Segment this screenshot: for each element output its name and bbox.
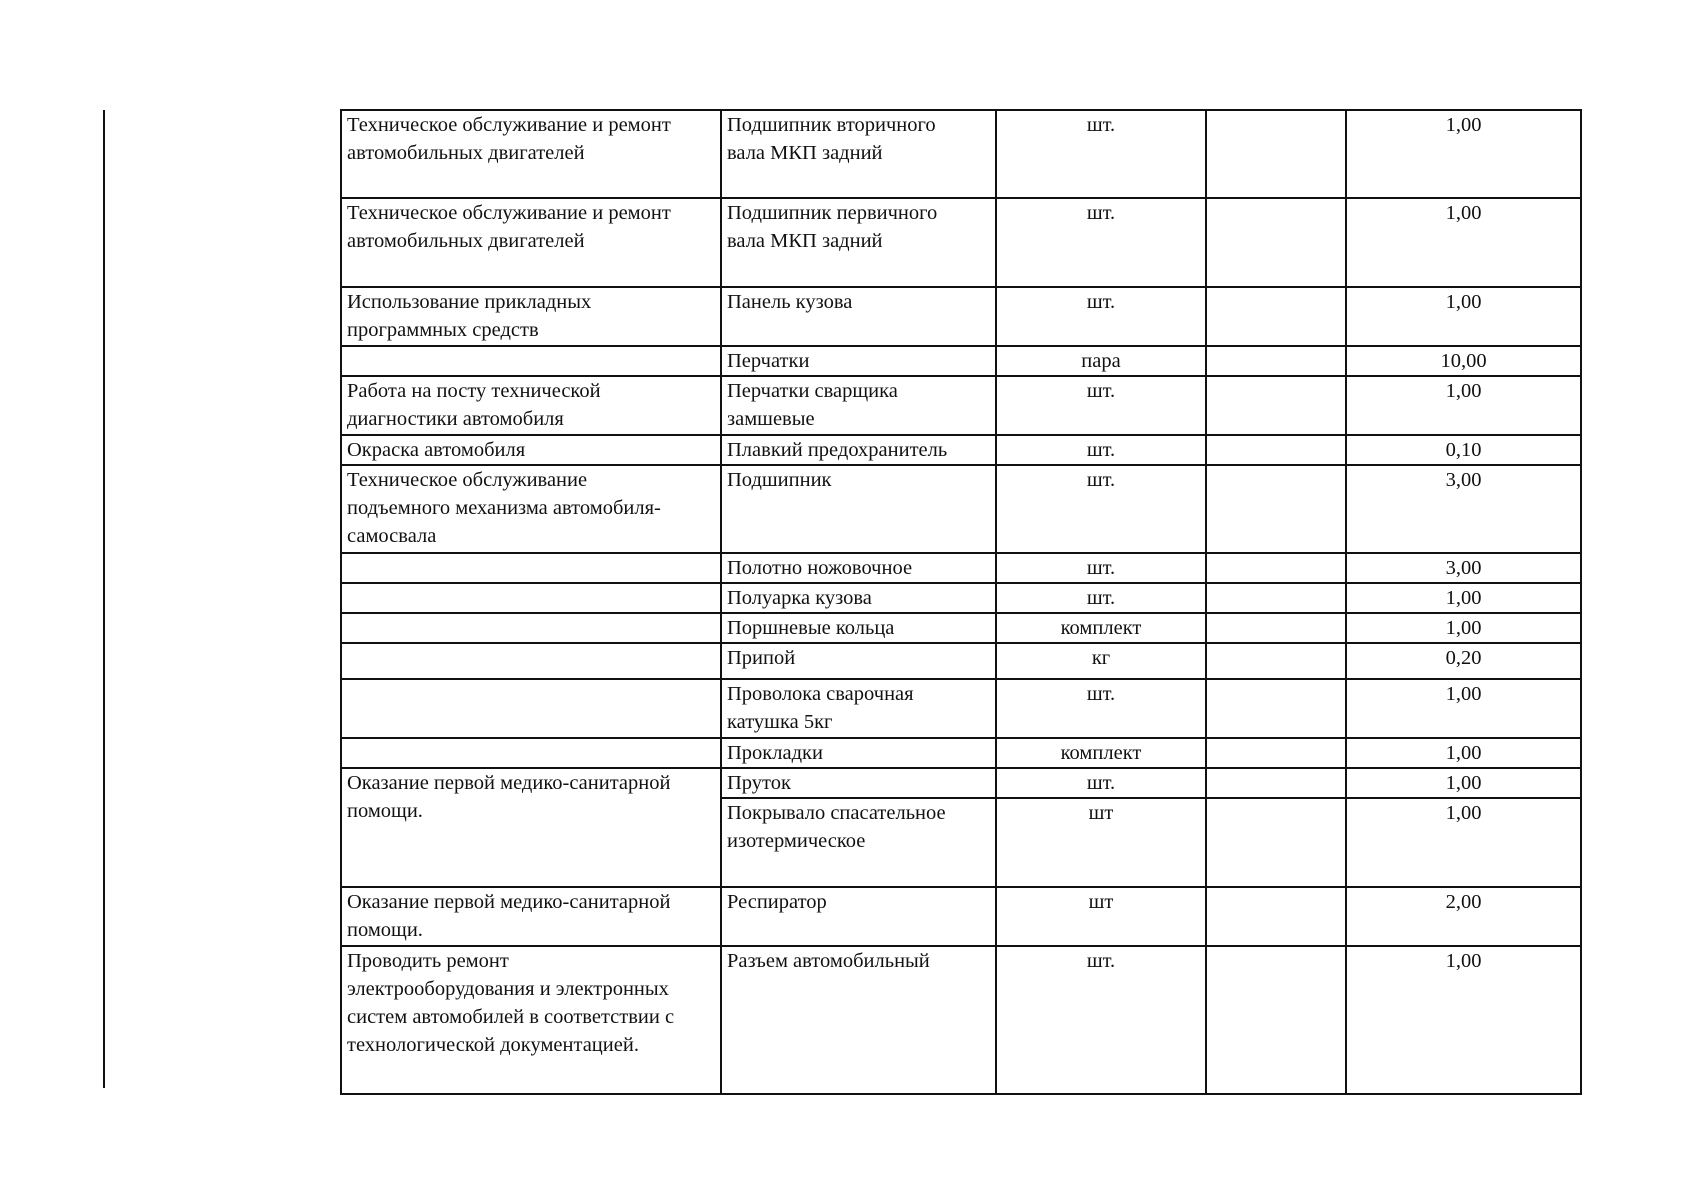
empty-cell [1206,346,1346,376]
quantity-cell: 1,00 [1346,110,1581,198]
empty-cell [1206,887,1346,946]
empty-cell [1206,946,1346,1094]
materials-table [340,109,1582,1095]
empty-cell [1206,768,1346,798]
table-row [341,738,1581,768]
item-name-cell: Покрывало спасательное изотермическое [721,798,996,887]
competency-cell: Проводить ремонт электрооборудования и электронных систем автомобилей в соответствии с технологической документацией. [341,946,721,1094]
competency-cell [341,679,721,738]
item-name-cell: Респиратор [721,887,996,946]
unit-cell: шт. [996,465,1206,553]
table-row [341,465,1581,553]
competency-cell [341,553,721,583]
item-name-cell: Разъем автомобильный [721,946,996,1094]
unit-cell: шт [996,798,1206,887]
quantity-cell: 1,00 [1346,946,1581,1094]
table-row [341,287,1581,346]
quantity-cell: 0,10 [1346,435,1581,465]
unit-cell: шт. [996,287,1206,346]
table-row [341,887,1581,946]
competency-cell: Техническое обслуживание и ремонт автомобильных двигателей [341,198,721,287]
table-row [341,643,1581,679]
empty-cell [1206,613,1346,643]
unit-cell: кг [996,643,1206,679]
unit-cell: шт. [996,946,1206,1094]
unit-cell: комплект [996,613,1206,643]
empty-cell [1206,643,1346,679]
table-row [341,679,1581,738]
competency-cell [341,583,721,613]
competency-cell: Оказание первой медико-санитарной помощи. [341,887,721,946]
item-name-cell: Плавкий предохранитель [721,435,996,465]
quantity-cell: 1,00 [1346,287,1581,346]
competency-cell: Использование прикладных программных средств [341,287,721,346]
unit-cell: шт. [996,198,1206,287]
unit-cell: комплект [996,738,1206,768]
table-row [341,946,1581,1094]
item-name-cell: Перчатки сварщика замшевые [721,376,996,435]
quantity-cell: 1,00 [1346,583,1581,613]
unit-cell: шт. [996,435,1206,465]
empty-cell [1206,198,1346,287]
empty-cell [1206,376,1346,435]
competency-cell [341,613,721,643]
quantity-cell: 0,20 [1346,643,1581,679]
unit-cell: шт. [996,110,1206,198]
empty-cell [1206,583,1346,613]
competency-cell [341,346,721,376]
item-name-cell: Подшипник первичного вала МКП задний [721,198,996,287]
table-row [341,376,1581,435]
quantity-cell: 1,00 [1346,376,1581,435]
item-name-cell: Подшипник [721,465,996,553]
item-name-cell: Поршневые кольца [721,613,996,643]
item-name-cell: Подшипник вторичного вала МКП задний [721,110,996,198]
item-name-cell: Прокладки [721,738,996,768]
empty-cell [1206,798,1346,887]
unit-cell: шт. [996,553,1206,583]
table-row [341,583,1581,613]
competency-cell [341,738,721,768]
competency-cell [341,643,721,679]
competency-cell: Окраска автомобиля [341,435,721,465]
table-row [341,613,1581,643]
table-row [341,110,1581,198]
unit-cell: шт. [996,583,1206,613]
quantity-cell: 1,00 [1346,738,1581,768]
quantity-cell: 3,00 [1346,553,1581,583]
item-name-cell: Пруток [721,768,996,798]
quantity-cell: 1,00 [1346,198,1581,287]
empty-cell [1206,110,1346,198]
quantity-cell: 2,00 [1346,887,1581,946]
competency-cell: Оказание первой медико-санитарной помощи. [341,768,721,887]
item-name-cell: Припой [721,643,996,679]
empty-cell [1206,679,1346,738]
unit-cell: пара [996,346,1206,376]
table-row [341,435,1581,465]
item-name-cell: Полотно ножовочное [721,553,996,583]
page-margin-line [103,110,105,1088]
empty-cell [1206,553,1346,583]
item-name-cell: Проволока сварочная катушка 5кг [721,679,996,738]
quantity-cell: 1,00 [1346,679,1581,738]
quantity-cell: 1,00 [1346,798,1581,887]
empty-cell [1206,435,1346,465]
unit-cell: шт. [996,679,1206,738]
item-name-cell: Панель кузова [721,287,996,346]
quantity-cell: 1,00 [1346,613,1581,643]
unit-cell: шт. [996,376,1206,435]
empty-cell [1206,287,1346,346]
competency-cell: Техническое обслуживание и ремонт автомобильных двигателей [341,110,721,198]
quantity-cell: 3,00 [1346,465,1581,553]
table-row [341,346,1581,376]
unit-cell: шт. [996,768,1206,798]
competency-cell: Техническое обслуживание подъемного механизма автомобиля- самосвала [341,465,721,553]
unit-cell: шт [996,887,1206,946]
table-row [341,198,1581,287]
table-row [341,768,1581,798]
quantity-cell: 10,00 [1346,346,1581,376]
table-row [341,553,1581,583]
empty-cell [1206,465,1346,553]
item-name-cell: Полуарка кузова [721,583,996,613]
competency-cell: Работа на посту технической диагностики автомобиля [341,376,721,435]
empty-cell [1206,738,1346,768]
item-name-cell: Перчатки [721,346,996,376]
quantity-cell: 1,00 [1346,768,1581,798]
